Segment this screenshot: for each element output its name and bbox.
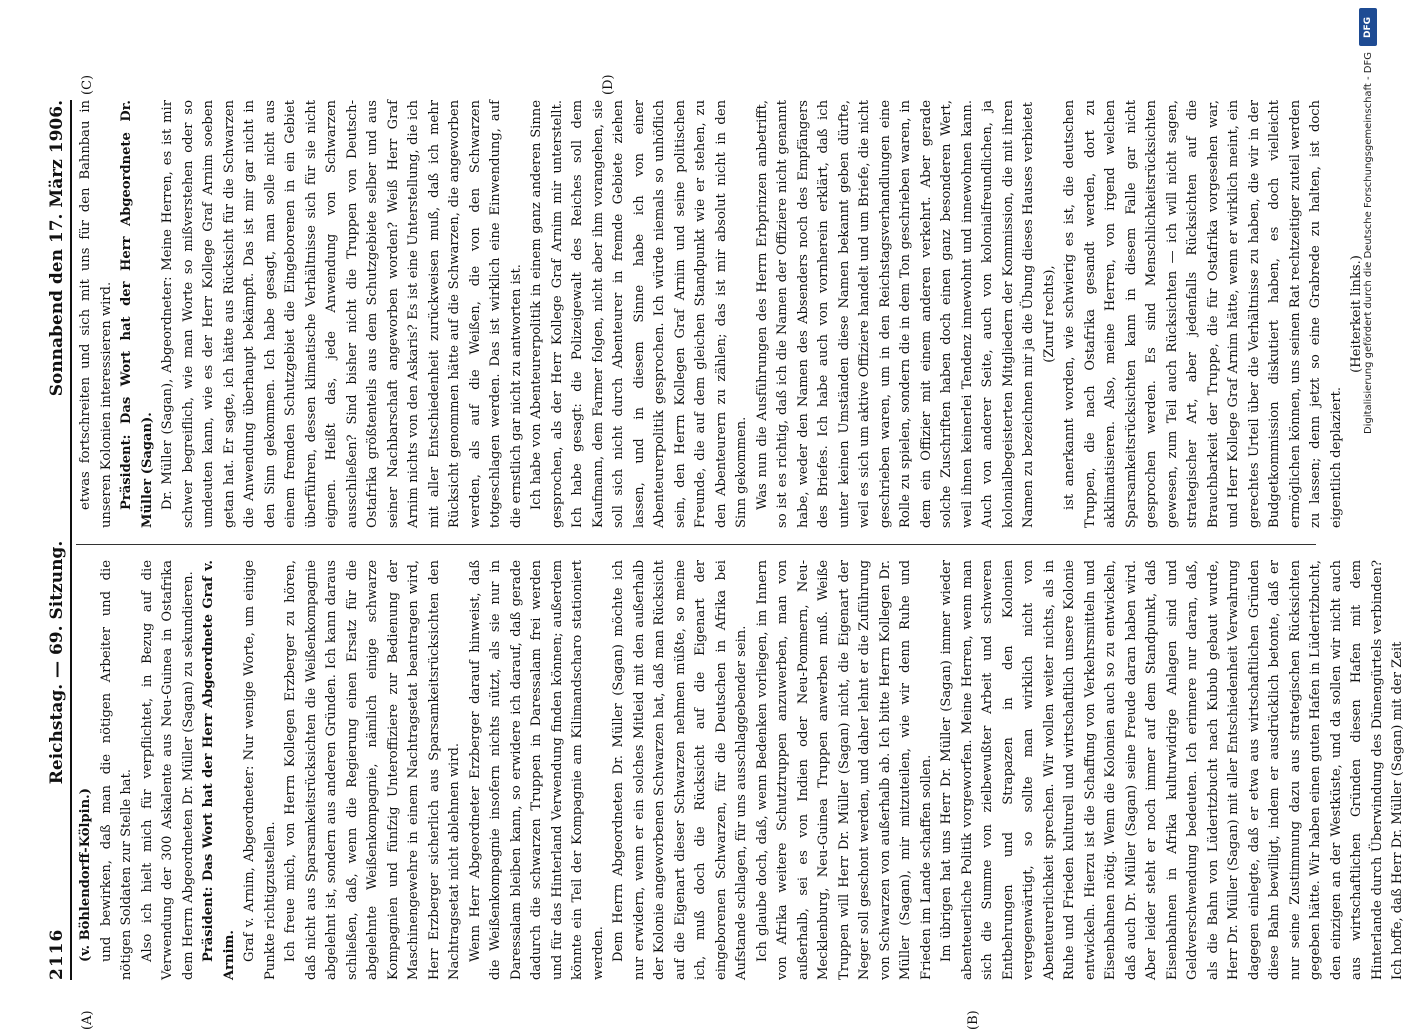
speaker-line: Präsident: Das Wort hat der Herr Abgeordnete Dr. Müller (Sagan). [119,100,155,528]
paragraph: Wenn Herr Abgeordneter Erzberger darauf hinweist, daß die Weißenkompagnie insofern nichts nützt, als sie nur in Daressalam bleiben kann, so erwidere ich darauf, daß gerade dadurch die schwarzen Truppen in Daressalam frei werden und für das Hinterland Verwendung finden können; außerdem könnte ein Teil der Kompagnie am Kilimandscharo stationiert werden. [467,560,606,980]
paragraph: (Zuruf rechts), [1041,265,1057,363]
session-date: Sonnabend den 17. März 1906. [47,100,67,397]
paragraph: Ich freue mich, von Herrn Kollegen Erzberger zu hören, daß nicht aus Sparsamkeitsrücksichten die Weißenkompagnie abgelehnt ist, sondern aus anderen Gründen. Ich kann daraus schließen, daß, wenn die Regierung einen Ersatz für die abgelehnte Weißenkompagnie, nämlich einige schwarze Kompagnien und fünfzig Unteroffiziere zur Bedienung der Maschinengewehre in einem Nachtragsetat beantragen wird, Herr Erzberger sicherlich aus Sparsamkeitsrücksichten den Nachtragsetat nicht ablehnen wird. [283,560,462,980]
right-column [76,100,1364,528]
paragraph: Graf v. Arnim, Abgeordneter: Nur wenige Worte, um einige Punkte richtigzustellen. [242,560,278,980]
left-column [76,560,1405,980]
paragraph: etwas fortschreiten und sich mit uns für den Bahnbau in unseren Kolonien interessieren wird. [78,100,114,528]
session-title: Reichstag. — 69. Sitzung. [47,540,67,785]
paragraph: Was nun die Ausführungen des Herrn Erbprinzen anbetrifft, so ist es richtig, daß ich die Namen der Offiziere nicht genannt habe, weder den Namen des Absenders noch des Empfängers des Briefes. Ich habe auch von vornherein erklärt, daß ich unter keinen Umständen diese Namen bekannt geben dürfte, weil es sich um aktive Offiziere handelt und um Briefe, die nicht geschrieben waren, um in den Reichstagsverhandlungen eine Rolle zu spielen, sondern die in dem Ton geschrieben waren, in dem ein Offizier mit einem anderen verkehrt. Aber gerade solche Zuschriften haben doch einen ganz besonderen Wert, weil ihnen keinerlei Tendenz innewohnt und innewohnen kann. Auch von anderer Seite, auch von kolonialfreundlichen, ja kolonialbegeisterten Mitgliedern der Kommission, die mit ihren Namen zu bezeichnen mir ja die Übung dieses Hauses verbietet [754,100,1036,528]
margin-marker-c: (C) [80,74,95,95]
margin-marker-d: (D) [601,74,616,95]
page-header [44,100,72,980]
paragraph: Ich glaube doch, daß, wenn Bedenken vorliegen, im Innern von Afrika weitere Schutztruppen anzuwerben, man von außerhalb, sei es von Indien oder Neu-Pommern, Neu-Mecklenburg, Neu-Guinea Truppen anwerben muß. Weiße Truppen will Herr Dr. Müller (Sagan) nicht, die Eigenart der Neger soll geschont werden, und daher lehnt er die Zuführung von Schwarzen von außerhalb ab. Ich bitte Herrn Kollegen Dr. Müller (Sagan), mir mitzuteilen, wie wir denn Ruhe und Frieden im Lande schaffen sollen. [754,560,934,980]
dfg-logo: DFG [1359,8,1377,46]
paragraph: Dr. Müller (Sagan), Abgeordneter: Meine Herren, es ist mir schwer begreiflich, wie man Worte so mißverstehen oder so umdeuten kann, wie es der Herr Kollege Graf Arnim soeben getan hat. Er sagte, ich hätte aus Rücksicht für die Schwarzen die Anwendung überhaupt bekämpft. Das ist mir gar nicht in den Sinn gekommen. Ich habe gesagt, man solle nicht aus einem fremden Schutzgebiet die Eingeborenen in ein Gebiet überführen, dessen klimatische Verhältnisse sich für sie nicht eignen. Heißt das, jede Anwendung von Schwarzen ausschließen? Sind bisher nicht die Truppen von Deutsch-Ostafrika größtenteils aus dem Schutzgebiete selber und aus seiner Nachbarschaft angeworben worden? Weiß Herr Graf Arnim nichts von den Askaris? Es ist eine Unterstellung, die ich mit aller Entschiedenheit zurückweisen muß, daß ich mehr Rücksicht genommen hätte auf die Schwarzen, die angeworben werden, als auf die Weißen, die von den Schwarzen totgeschlagen werden. Das ist wirklich eine Einwendung, auf die ernstlich gar nicht zu antworten ist. [160,100,524,528]
paragraph: (Heiterkeit links.) [1349,255,1364,373]
paragraph: und bewirken, daß man die nötigen Arbeiter und die nötigen Soldaten zur Stelle hat. [98,560,134,980]
paragraph: Dem Herrn Abgeordneten Dr. Müller (Sagan) möchte ich nur erwidern, wenn er ein solches Mitleid mit den außerhalb der Kolonie angeworbenen Schwarzen hat, daß man Rücksicht auf die Eigenart dieser Schwarzen nehmen müßte, so meine ich, muß doch die Rücksicht auf die Eigenart der eingeborenen Schwarzen, für die Deutschen in Afrika bei Aufstande schlagen, für uns ausschlaggebender sein. [611,560,749,980]
paragraph: ist anerkannt worden, wie schwierig es ist, die deutschen Truppen, die nach Ostafrika gesandt werden, dort zu akklimatisieren. Also, meine Herren, von irgend welchen Sparsamkeitsrücksichten kann in diesem Falle gar nicht gesprochen werden. Es sind Menschlichkeitsrücksichten gewesen, zum Teil auch Rücksichten — ich will nicht sagen, strategischer Art, aber jedenfalls Rücksichten auf die Brauchbarkeit der Truppe, die für Ostafrika vorgesehen war, und Herr Kollege Graf Arnim hätte, wenn er wirklich meint, ein gerechtes Urteil über die Verhältnisse zu haben, die wir in der Budgetkommission diskutiert haben, es doch vielleicht ermöglichen können, uns seinen Rat rechtzeitiger zuteil werden zu lassen; denn jetzt so eine Grabrede zu halten, ist doch eigentlich deplaziert. [1062,100,1344,528]
speaker-line: (v. Böhlendorff-Kölpin.) [78,788,93,962]
paragraph: Ich habe von Abenteurerpolitik in einem ganz anderen Sinne gesprochen, als der Herr Kollege Graf Arnim mir unterstellt. Ich habe gesagt: die Polizeigewalt des Reiches soll dem Kaufmann, dem Farmer folgen, nicht aber ihm vorangehen, sie soll sich nicht durch Abenteurer in fremde Gebiete ziehen lassen, und in diesem Sinne habe ich von einer Abenteurerpolitik gesprochen. Ich würde niemals so unhöflich sein, den Herrn Kollegen Graf Arnim und seine politischen Freunde, die auf dem gleichen Standpunkt wie er stehen, zu den Abenteurern zu zählen; das ist mir absolut nicht in den Sinn gekommen. [529,100,749,528]
credit-text: Digitalisierung gefördert durch die Deutsche Forschungsgemeinschaft - DFG [1362,52,1374,435]
digitization-credit [1357,8,1379,968]
margin-marker-b: (B) [966,1010,981,1030]
paragraph: Im übrigen hat uns Herr Dr. Müller (Sagan) immer wieder abenteuerliche Politik vorgeworfen. Meine Herren, wenn man sich die Summe von zielbewußter Arbeit und schweren Entbehrungen und Strapazen in den Kolonien vergegenwärtigt, so sollte man wirklich nicht von Abenteurerlichkeit sprechen. Wir wollen weiter nichts, als in Ruhe und Frieden kulturell und wirtschaftlich unsere Kolonie entwickeln. Hierzu ist die Schaffung von Verkehrsmitteln und Eisenbahnen nötig. Wenn die Kolonien auch so zu entwickeln, daß auch Dr. Müller (Sagan) seine Freude daran haben wird. Aber leider steht er noch immer auf dem Standpunkt, daß Eisenbahnen in Afrika kulturwidrige Anlagen sind und Geldverschwendung bedeuten. Ich erinnere nur daran, daß, als die Bahn von Lüderitzbucht nach Kubub gebaut wurde, Herr Dr. Müller (Sagan) mit aller Entschiedenheit Verwahrung dagegen einlegte, daß er etwa aus wirtschaftlichen Gründen diese Bahn bewilligt, indem er ausdrücklich betonte, daß er nur seine Zustimmung dazu aus strategischen Rücksichten gegeben hätte. Wir haben einen guten Hafen in Lüderitzbucht, den einzigen an der Westküste, und da sollen wir nicht auch aus wirtschaftlichen Gründen diesen Hafen mit dem Hinterlande durch Überwindung des Dünengürtels verbinden? Ich hoffe, daß Herr Dr. Müller (Sagan) mit der Zeit [939,560,1405,980]
page-number: 2116 [47,928,67,980]
paragraph: Also ich hielt mich für verpflichtet, in Bezug auf die Verwendung der 300 Askalente aus Neu-Guinea in Ostafrika dem Herrn Abgeordneten Dr. Müller (Sagan) zu sekundieren. [139,560,196,980]
speaker-line: Präsident: Das Wort hat der Herr Abgeordnete Graf v. Arnim. [201,560,237,980]
margin-marker-a: (A) [80,1010,95,1030]
column-divider [76,544,1316,545]
